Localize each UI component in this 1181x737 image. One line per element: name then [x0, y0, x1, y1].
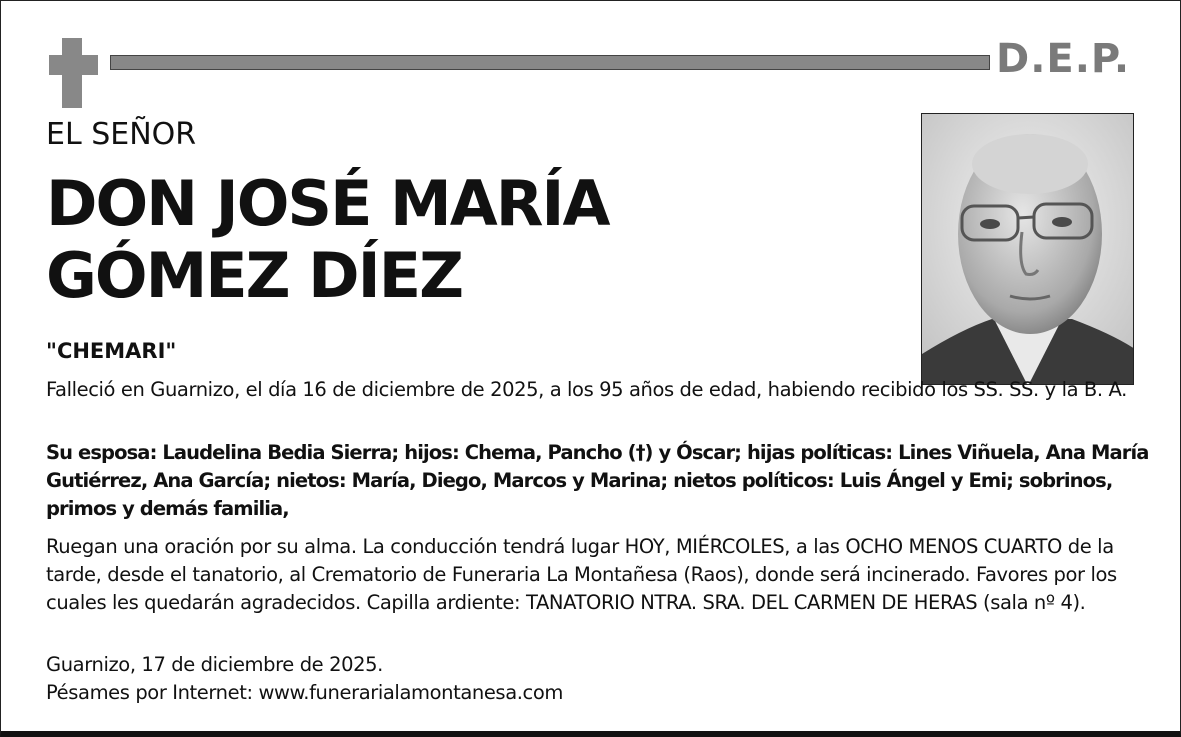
condolences-link: Pésames por Internet: www.funerarialamontanesa.com [46, 681, 563, 704]
ceremony-info: Ruegan una oración por su alma. La conducción tendrá lugar HOY, MIÉRCOLES, a las OCHO MENOS CUARTO de la tarde, desde el tanatorio, al Crematorio de Funeraria La Montañesa (Raos), donde será incinerado. Favores por los cuales les quedarán agradecidos. Capilla ardiente: TANATORIO NTRA. SRA. DEL CARMEN DE HERAS (sala nº 4). [46, 535, 1117, 614]
place-date: Guarnizo, 17 de diciembre de 2025. [46, 653, 383, 676]
family-list: Su esposa: Laudelina Bedia Sierra; hijos: Chema, Pancho (†) y Óscar; hijas políticas: Lines Viñuela, Ana María Gutiérrez, Ana García; nietos: María, Diego, Marcos y Marina; nietos políticos: Luis Ángel y Emi; sobrinos, primos y demás familia, [46, 441, 1149, 520]
dep-label: D.E.P. [996, 36, 1131, 82]
nickname: "CHEMARI" [46, 339, 177, 363]
header-rule [110, 55, 990, 70]
deceased-name: DON JOSÉ MARÍA GÓMEZ DÍEZ [46, 167, 609, 312]
death-info: Falleció en Guarnizo, el día 16 de diciembre de 2025, a los 95 años de edad, habiendo recibido los SS. SS. y la B. A. [46, 378, 1127, 401]
notice-prefix: EL SEÑOR [46, 117, 197, 152]
cross-icon-bar [49, 55, 98, 75]
portrait-photo [921, 113, 1134, 385]
